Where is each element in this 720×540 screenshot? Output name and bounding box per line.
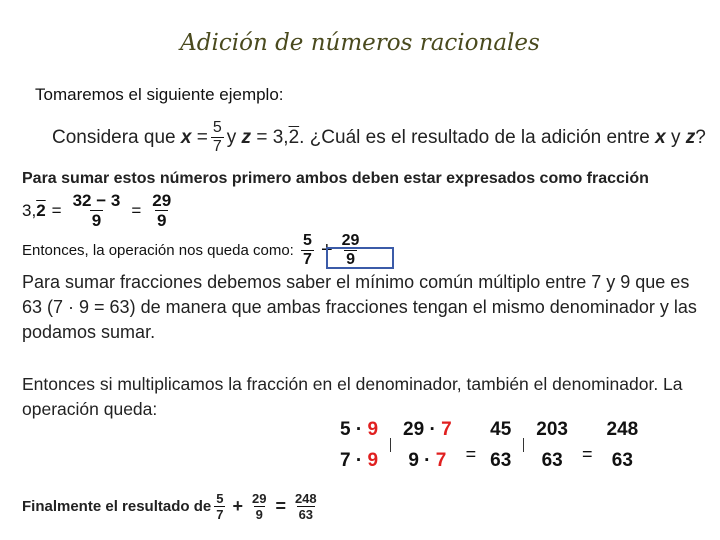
expanded-fraction-1 (338, 420, 380, 470)
fraction-45-63 (488, 420, 513, 470)
fraction-x (211, 120, 224, 155)
step2-text: Entonces, la operación nos queda como: (22, 242, 294, 259)
equals-sign: = (196, 126, 208, 148)
fraction-numerator (401, 420, 454, 445)
multiplier: 9 (367, 419, 379, 440)
fraction-denominator: 7 (212, 138, 222, 155)
step3-text: Entonces si multiplicamos la fracción en el denominador, también el denominador. La operación queda: (22, 374, 683, 419)
fraction-denominator: 7 (216, 507, 224, 522)
fraction-denominator (338, 445, 380, 470)
final-fraction-b (250, 492, 268, 521)
fraction-numerator: 248 (294, 491, 317, 506)
fraction-numerator: 5 (216, 491, 224, 506)
multiplier: 7 (441, 419, 452, 440)
page-title: Adición de números racionales (180, 30, 540, 56)
equals-sign: = (131, 200, 142, 220)
factor: 9 · (408, 450, 436, 471)
fraction-numerator: 29 (152, 191, 172, 210)
var-z: z (241, 126, 252, 148)
fraction-denominator: 9 (255, 507, 263, 522)
conversion-fraction (71, 192, 123, 229)
and-word: y (226, 126, 237, 148)
fraction-numerator: 5 (303, 232, 312, 249)
plus-sign: + (232, 496, 243, 516)
question-and: y (670, 126, 681, 148)
problem-statement (52, 120, 706, 155)
mcm-paragraph: Para sumar fracciones debemos saber el mínimo común múltiplo entre 7 y 9 que es 63 (7 · 9 = 63) de manera que ambas fracciones tengan el mismo denominador y las podamos sumar. (22, 272, 697, 342)
highlight-box (326, 247, 394, 269)
final-text: Finalmente el resultado de (22, 498, 212, 515)
final-fraction-result (293, 492, 319, 521)
step2-line (22, 233, 364, 268)
decimal-integer-part: 3, (22, 200, 37, 220)
z-integer-part: 3, (272, 126, 289, 148)
final-fraction-a (214, 492, 225, 521)
multiplication-equation (332, 420, 646, 470)
fraction-denominator: 9 (157, 211, 167, 230)
equals-sign: = (465, 443, 477, 464)
fraction-denominator: 63 (298, 507, 314, 522)
var-x: x (180, 126, 192, 148)
question-mark: ? (695, 126, 706, 148)
fraction-numerator: 29 (341, 232, 360, 249)
plus-sign: + (320, 239, 333, 261)
factor: 7 · (340, 450, 368, 471)
expanded-fraction-2 (401, 420, 454, 470)
z-period: . (299, 126, 305, 148)
fraction-numerator: 5 (212, 119, 222, 136)
final-result-line (22, 492, 322, 521)
plus-sign-fragment (523, 438, 524, 452)
question-var-x: x (655, 126, 666, 148)
fraction-numerator: 29 (251, 491, 267, 506)
fraction-a (301, 233, 314, 268)
fraction-numerator: 248 (606, 419, 639, 440)
result-fraction (150, 192, 173, 229)
intro-text: Tomaremos el siguiente ejemplo: (35, 85, 284, 104)
fraction-numerator: 32 − 3 (72, 191, 121, 210)
fraction-248-63 (605, 420, 641, 470)
fraction-numerator (338, 420, 380, 445)
question-text: ¿Cuál es el resultado de la adición entre (309, 126, 650, 148)
equals-sign: = (275, 496, 286, 516)
question-var-z: z (685, 126, 696, 148)
fraction-denominator: 63 (611, 450, 633, 471)
fraction-denominator: 7 (303, 251, 312, 268)
fraction-denominator: 9 (91, 211, 102, 230)
z-repeating-digit: 2 (288, 126, 300, 148)
decimal-repeating-digit: 2 (36, 200, 46, 220)
multiplier: 9 (367, 450, 379, 471)
fraction-numerator: 45 (490, 419, 512, 440)
factor: 29 · (403, 419, 442, 440)
equals-sign: = (582, 443, 593, 464)
fraction-numerator: 203 (536, 419, 568, 440)
equals-sign: = (256, 126, 268, 148)
factor: 5 · (340, 419, 368, 440)
fraction-203-63 (534, 420, 570, 470)
step1-text: Para sumar estos números primero ambos deben estar expresados como fracción (22, 170, 649, 187)
fraction-denominator: 63 (490, 450, 512, 471)
fraction-denominator (406, 445, 448, 470)
problem-prefix: Considera que (52, 126, 176, 148)
fraction-denominator: 63 (541, 450, 563, 471)
fraction-denominator: 9 (346, 251, 355, 268)
plus-sign-fragment (390, 438, 391, 452)
equals-sign: = (51, 200, 62, 220)
conversion-equation (22, 192, 176, 229)
multiplier: 7 (435, 450, 447, 471)
